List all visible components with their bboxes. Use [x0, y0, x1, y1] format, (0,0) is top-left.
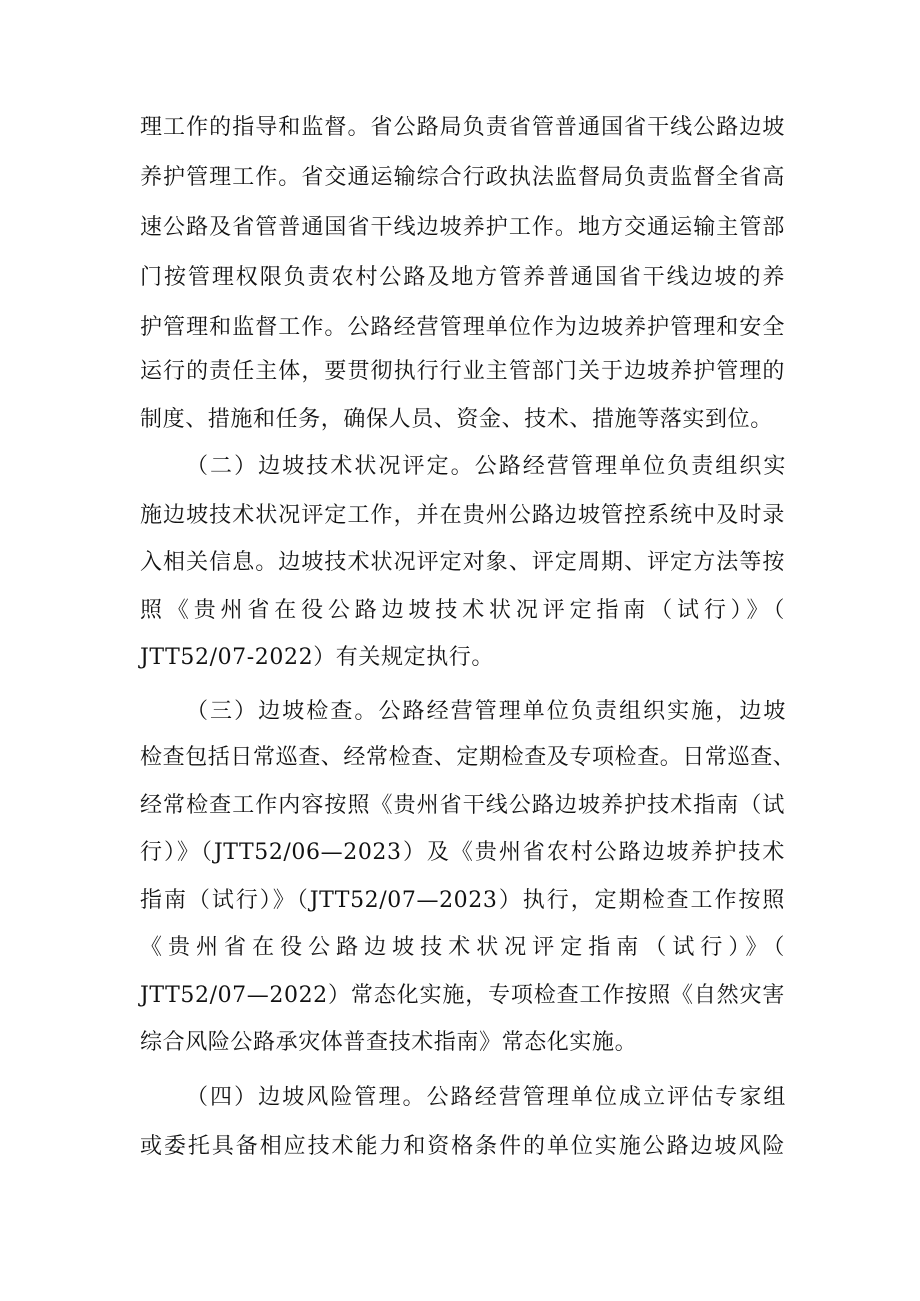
body-text-line: 照《贵州省在役公路边坡技术状况评定指南（试行）》（ [140, 598, 785, 623]
body-text-line: 理工作的指导和监督。省公路局负责省管普通国省干线公路边坡 [140, 115, 785, 140]
body-text-line: 指南（试行）》（JTT52/07—2023）执行，定期检查工作按照 [140, 888, 785, 913]
body-text-line: 行）》（JTT52/06—2023）及《贵州省农村公路边坡养护技术 [140, 840, 785, 865]
paragraph-heading-line: （三）边坡检查。公路经营管理单位负责组织实施，边坡 [186, 699, 786, 724]
body-text-line: 运行的责任主体，要贯彻执行行业主管部门关于边坡养护管理的 [140, 359, 785, 384]
paragraph-heading-line: （四）边坡风险管理。公路经营管理单位成立评估专家组 [186, 1085, 786, 1110]
body-text-line: 护管理和监督工作。公路经营管理单位作为边坡养护管理和安全 [140, 315, 785, 340]
body-text-line: 或委托具备相应技术能力和资格条件的单位实施公路边坡风险 [140, 1134, 785, 1159]
body-text-line: 《贵州省在役公路边坡技术状况评定指南（试行）》（ [140, 935, 785, 960]
body-text-line: 入相关信息。边坡技术状况评定对象、评定周期、评定方法等按 [140, 550, 785, 575]
body-text-line: 门按管理权限负责农村公路及地方管养普通国省干线边坡的养 [140, 265, 785, 290]
paragraph-heading-line: （二）边坡技术状况评定。公路经营管理单位负责组织实 [186, 454, 786, 479]
body-text-line: 速公路及省管普通国省干线边坡养护工作。地方交通运输主管部 [140, 215, 785, 240]
body-text-line: JTT52/07—2022）常态化实施，专项检查工作按照《自然灾害 [140, 983, 785, 1008]
body-text-line: 检查包括日常巡查、经常检查、定期检查及专项检查。日常巡查、 [140, 745, 796, 770]
body-text-line: 制度、措施和任务，确保人员、资金、技术、措施等落实到位。 [140, 407, 773, 432]
body-text-line: 经常检查工作内容按照《贵州省干线公路边坡养护技术指南（试 [140, 793, 785, 818]
body-text-line: 养护管理工作。省交通运输综合行政执法监督局负责监督全省高 [140, 165, 785, 190]
body-text-line: JTT52/07-2022）有关规定执行。 [140, 645, 494, 670]
body-text-line: 综合风险公路承灾体普查技术指南》常态化实施。 [140, 1030, 638, 1055]
body-text-line: 施边坡技术状况评定工作，并在贵州公路边坡管控系统中及时录 [140, 503, 785, 528]
